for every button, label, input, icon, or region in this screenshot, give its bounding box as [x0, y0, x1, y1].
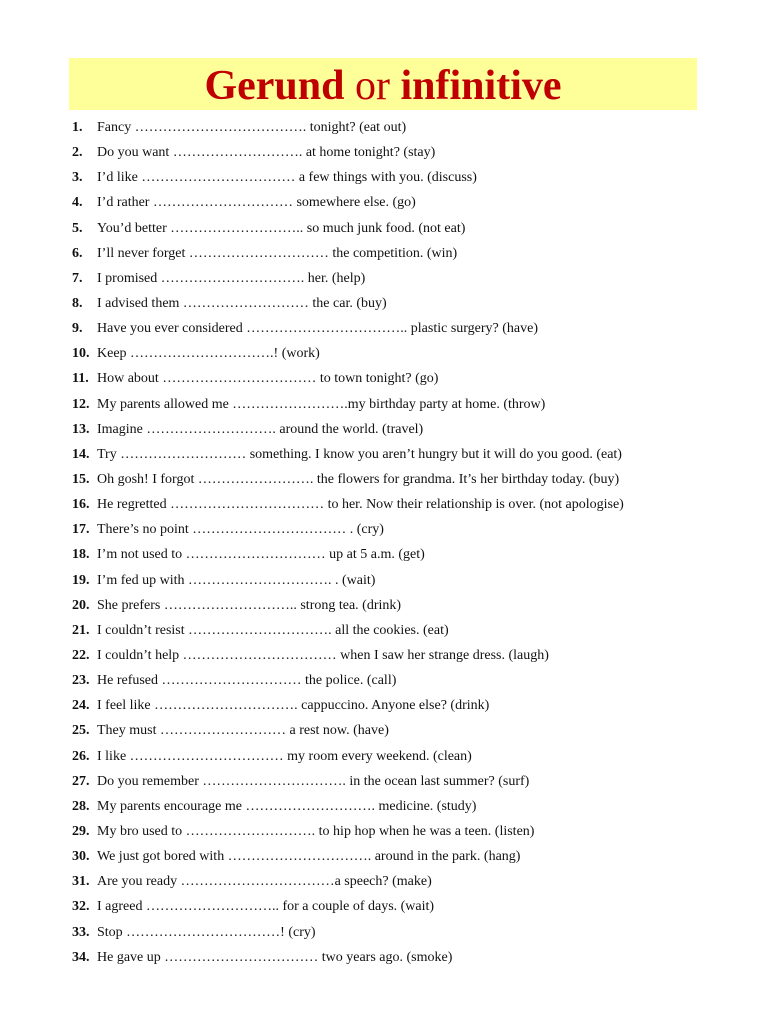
exercise-item	[72, 241, 742, 266]
exercise-item	[72, 467, 742, 492]
exercise-sentence: I feel like …………………………. cappuccino. Anyone else? (drink)	[97, 698, 490, 714]
exercise-sentence: Try ……………………… something. I know you aren’t hungry but it will do you good. (eat)	[97, 446, 622, 462]
exercise-sentence: Keep ………………………….! (work)	[97, 346, 320, 362]
exercise-item	[72, 517, 742, 542]
exercise-sentence: I agreed ……………………….. for a couple of days. (wait)	[97, 899, 435, 915]
exercise-sentence: Stop ……………………………! (cry)	[97, 924, 316, 940]
exercise-number: 13.	[72, 421, 90, 437]
exercise-number: 14.	[72, 446, 90, 462]
exercise-number: 30.	[72, 849, 90, 865]
worksheet-title	[69, 58, 697, 110]
exercise-item	[72, 216, 742, 241]
exercise-item	[72, 392, 742, 417]
exercise-item	[72, 769, 742, 794]
exercise-number: 24.	[72, 698, 90, 714]
title-word-or: or	[355, 63, 390, 109]
exercise-item	[72, 643, 742, 668]
exercise-number: 19.	[72, 572, 90, 588]
exercise-number: 1.	[72, 120, 83, 135]
exercise-sentence: I like …………………………… my room every weekend. (clean)	[97, 748, 472, 764]
exercise-sentence: Fancy ………………………………. tonight? (eat out)	[97, 120, 407, 135]
exercise-number: 17.	[72, 522, 90, 538]
exercise-sentence: He gave up …………………………… two years ago. (smoke)	[97, 949, 453, 965]
exercise-number: 34.	[72, 949, 90, 965]
exercise-item	[72, 266, 742, 291]
exercise-item	[72, 492, 742, 517]
exercise-item	[72, 869, 742, 894]
exercise-item	[72, 693, 742, 718]
exercise-number: 27.	[72, 773, 90, 789]
exercise-sentence: I couldn’t resist …………………………. all the cookies. (eat)	[97, 622, 449, 638]
exercise-number: 9.	[72, 321, 83, 337]
exercise-sentence: I promised …………………………. her. (help)	[97, 270, 366, 286]
exercise-item	[72, 542, 742, 567]
exercise-sentence: There’s no point …………………………… . (cry)	[97, 522, 384, 538]
exercise-sentence: I’ll never forget ………………………… the competition. (win)	[97, 245, 458, 261]
exercise-item	[72, 291, 742, 316]
exercise-number: 3.	[72, 170, 83, 186]
exercise-sentence: My parents encourage me ………………………. medicine. (study)	[97, 798, 477, 814]
exercise-sentence: I’m not used to ………………………… up at 5 a.m. (get)	[97, 547, 425, 563]
exercise-item	[72, 844, 742, 869]
exercise-sentence: Are you ready ……………………………a speech? (make)	[97, 874, 432, 890]
exercise-sentence: How about …………………………… to town tonight? (go)	[97, 371, 439, 387]
exercise-number: 16.	[72, 497, 90, 513]
exercise-number: 31.	[72, 874, 90, 890]
exercise-sentence: I advised them ……………………… the car. (buy)	[97, 295, 387, 311]
exercise-item	[72, 718, 742, 743]
exercise-sentence: My bro used to ………………………. to hip hop when he was a teen. (listen)	[97, 823, 535, 839]
exercise-number: 4.	[72, 195, 83, 211]
exercise-number: 10.	[72, 346, 90, 362]
exercise-sentence: Oh gosh! I forgot ……………………. the flowers for grandma. It’s her birthday today. (buy)	[97, 471, 620, 487]
exercise-item	[72, 568, 742, 593]
exercise-number: 22.	[72, 647, 90, 663]
exercise-sentence: Do you want ………………………. at home tonight? (stay)	[97, 145, 436, 161]
exercise-item	[72, 794, 742, 819]
exercise-number: 25.	[72, 723, 90, 739]
exercise-item	[72, 920, 742, 945]
exercise-item	[72, 442, 742, 467]
exercise-number: 21.	[72, 622, 90, 638]
exercise-sentence: Have you ever considered …………………………….. plastic surgery? (have)	[97, 321, 539, 337]
exercise-sentence: You’d better ……………………….. so much junk food. (not eat)	[97, 220, 466, 236]
exercise-number: 7.	[72, 270, 83, 286]
exercise-item	[72, 894, 742, 919]
exercise-item	[72, 316, 742, 341]
exercise-item	[72, 618, 742, 643]
exercise-item	[72, 366, 742, 391]
exercise-sentence: My parents allowed me …………………….my birthday party at home. (throw)	[97, 396, 546, 412]
exercise-item	[72, 668, 742, 693]
exercise-number: 5.	[72, 220, 83, 236]
title-word-infinitive: infinitive	[400, 63, 562, 109]
title-word-gerund: Gerund	[204, 63, 345, 109]
exercise-item	[72, 165, 742, 190]
exercise-number: 6.	[72, 245, 83, 261]
exercise-sentence: He regretted …………………………… to her. Now their relationship is over. (not apologise)	[97, 497, 624, 513]
exercise-sentence: She prefers ……………………….. strong tea. (drink)	[97, 597, 402, 613]
exercise-number: 15.	[72, 471, 90, 487]
exercise-sentence: We just got bored with …………………………. around in the park. (hang)	[97, 849, 521, 865]
exercise-item	[72, 140, 742, 165]
exercise-sentence: They must ……………………… a rest now. (have)	[97, 723, 389, 739]
exercise-number: 28.	[72, 798, 90, 814]
exercise-item	[72, 593, 742, 618]
exercise-number: 11.	[72, 371, 89, 387]
exercise-item	[72, 341, 742, 366]
exercise-sentence: Imagine ………………………. around the world. (travel)	[97, 421, 424, 437]
exercise-item	[72, 115, 742, 140]
exercise-item	[72, 417, 742, 442]
exercise-list	[72, 115, 742, 970]
exercise-sentence: Do you remember …………………………. in the ocean last summer? (surf)	[97, 773, 530, 789]
exercise-number: 29.	[72, 823, 90, 839]
exercise-number: 20.	[72, 597, 90, 613]
exercise-item	[72, 945, 742, 970]
exercise-number: 26.	[72, 748, 90, 764]
exercise-number: 2.	[72, 145, 83, 161]
exercise-number: 12.	[72, 396, 90, 412]
exercise-sentence: I couldn’t help …………………………… when I saw her strange dress. (laugh)	[97, 647, 549, 663]
exercise-item	[72, 190, 742, 215]
exercise-sentence: I’d rather ………………………… somewhere else. (go)	[97, 195, 416, 211]
exercise-number: 8.	[72, 295, 83, 311]
exercise-sentence: I’d like …………………………… a few things with you. (discuss)	[97, 170, 477, 186]
exercise-item	[72, 819, 742, 844]
exercise-sentence: He refused ………………………… the police. (call)	[97, 673, 397, 689]
exercise-number: 33.	[72, 924, 90, 940]
exercise-number: 18.	[72, 547, 90, 563]
exercise-number: 32.	[72, 899, 90, 915]
exercise-sentence: I’m fed up with …………………………. . (wait)	[97, 572, 376, 588]
exercise-item	[72, 744, 742, 769]
exercise-number: 23.	[72, 673, 90, 689]
